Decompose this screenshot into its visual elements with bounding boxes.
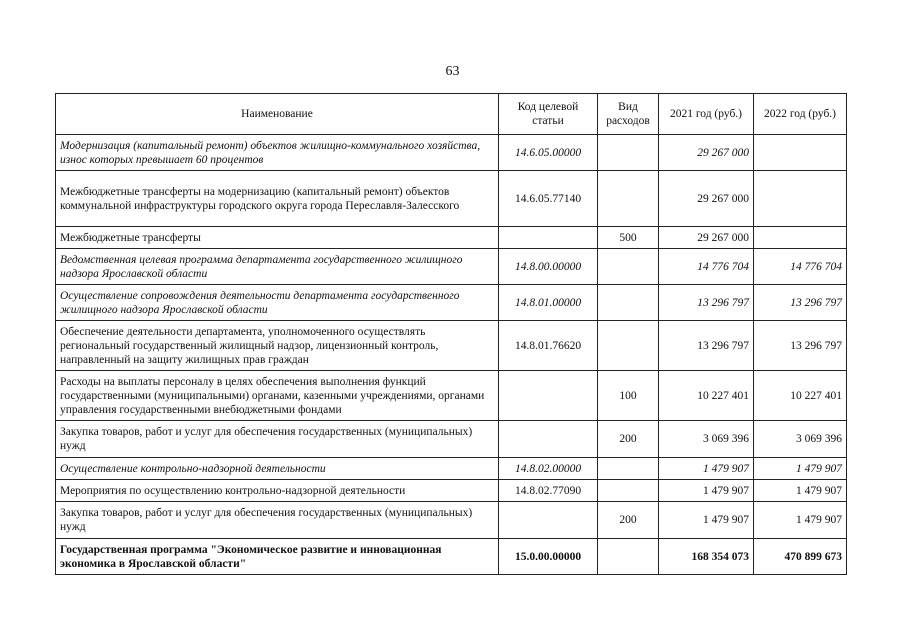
- row-code-cell: [499, 421, 598, 458]
- row-year-2022-cell: 10 227 401: [754, 371, 847, 421]
- row-name-cell: Закупка товаров, работ и услуг для обеспечения государственных (муниципальных) нужд: [56, 502, 499, 539]
- header-year-2022: 2022 год (руб.): [754, 94, 847, 135]
- row-year-2021-cell: 1 479 907: [659, 502, 754, 539]
- row-expense-type-cell: 200: [598, 502, 659, 539]
- row-expense-type-cell: [598, 539, 659, 575]
- row-year-2022-cell: 470 899 673: [754, 539, 847, 575]
- table-row: [56, 227, 847, 249]
- table-row: [56, 249, 847, 285]
- row-expense-type-cell: 500: [598, 227, 659, 249]
- row-code-cell: 15.0.00.00000: [499, 539, 598, 575]
- row-code-cell: [499, 502, 598, 539]
- row-year-2021-cell: 29 267 000: [659, 171, 754, 227]
- row-year-2021-cell: 29 267 000: [659, 227, 754, 249]
- row-name-cell: Закупка товаров, работ и услуг для обеспечения государственных (муниципальных) нужд: [56, 421, 499, 458]
- row-year-2021-cell: 1 479 907: [659, 458, 754, 480]
- row-year-2021-cell: 13 296 797: [659, 321, 754, 371]
- row-code-cell: 14.8.00.00000: [499, 249, 598, 285]
- row-expense-type-cell: 100: [598, 371, 659, 421]
- row-year-2021-cell: 168 354 073: [659, 539, 754, 575]
- row-year-2021-cell: 14 776 704: [659, 249, 754, 285]
- table-row: [56, 171, 847, 227]
- row-year-2022-cell: [754, 171, 847, 227]
- table-row: [56, 458, 847, 480]
- row-code-cell: 14.8.01.00000: [499, 285, 598, 321]
- row-code-cell: 14.6.05.77140: [499, 171, 598, 227]
- row-name-cell: Государственная программа "Экономическое развитие и инновационная экономика в Ярославской области": [56, 539, 499, 575]
- table-row: [56, 321, 847, 371]
- row-year-2022-cell: 1 479 907: [754, 502, 847, 539]
- row-year-2021-cell: 1 479 907: [659, 480, 754, 502]
- row-name-cell: Осуществление контрольно-надзорной деятельности: [56, 458, 499, 480]
- header-year-2021: 2021 год (руб.): [659, 94, 754, 135]
- row-year-2022-cell: 1 479 907: [754, 480, 847, 502]
- page-number: 63: [445, 64, 460, 79]
- row-name-cell: Осуществление сопровождения деятельности департамента государственного жилищного надзора Ярославской области: [56, 285, 499, 321]
- table-header-row: [56, 94, 847, 135]
- row-year-2021-cell: 13 296 797: [659, 285, 754, 321]
- table-row: [56, 371, 847, 421]
- row-name-cell: Межбюджетные трансферты на модернизацию (капитальный ремонт) объектов коммунальной инфраструктуры городского округа города Переславля-Залесского: [56, 171, 499, 227]
- header-code: Код целевой статьи: [499, 94, 598, 135]
- row-name-cell: Межбюджетные трансферты: [56, 227, 499, 249]
- budget-table: [55, 93, 847, 575]
- row-expense-type-cell: [598, 171, 659, 227]
- row-expense-type-cell: [598, 285, 659, 321]
- row-year-2022-cell: [754, 135, 847, 171]
- row-name-cell: Модернизация (капитальный ремонт) объектов жилищно-коммунального хозяйства, износ которых превышает 60 процентов: [56, 135, 499, 171]
- table-row: [56, 539, 847, 575]
- row-expense-type-cell: [598, 458, 659, 480]
- header-expense-type: Вид расходов: [598, 94, 659, 135]
- row-year-2021-cell: 3 069 396: [659, 421, 754, 458]
- table-row: [56, 421, 847, 458]
- row-year-2022-cell: 14 776 704: [754, 249, 847, 285]
- row-year-2022-cell: 13 296 797: [754, 285, 847, 321]
- table-row: [56, 502, 847, 539]
- table-row: [56, 480, 847, 502]
- row-code-cell: [499, 371, 598, 421]
- row-code-cell: 14.6.05.00000: [499, 135, 598, 171]
- row-year-2022-cell: 13 296 797: [754, 321, 847, 371]
- row-name-cell: Ведомственная целевая программа департамента государственного жилищного надзора Ярославской области: [56, 249, 499, 285]
- row-code-cell: 14.8.02.00000: [499, 458, 598, 480]
- row-code-cell: 14.8.02.77090: [499, 480, 598, 502]
- row-year-2022-cell: [754, 227, 847, 249]
- table-row: [56, 285, 847, 321]
- table-body: [56, 135, 847, 575]
- row-expense-type-cell: [598, 249, 659, 285]
- row-expense-type-cell: [598, 480, 659, 502]
- header-name: Наименование: [56, 94, 499, 135]
- row-code-cell: 14.8.01.76620: [499, 321, 598, 371]
- row-year-2021-cell: 29 267 000: [659, 135, 754, 171]
- row-code-cell: [499, 227, 598, 249]
- row-expense-type-cell: 200: [598, 421, 659, 458]
- row-expense-type-cell: [598, 135, 659, 171]
- row-year-2022-cell: 1 479 907: [754, 458, 847, 480]
- table-row: [56, 135, 847, 171]
- row-name-cell: Мероприятия по осуществлению контрольно-надзорной деятельности: [56, 480, 499, 502]
- row-name-cell: Расходы на выплаты персоналу в целях обеспечения выполнения функций государственными (муниципальными) органами, казенными учреждениями, органами управления государственными внебюджетными фондами: [56, 371, 499, 421]
- row-year-2022-cell: 3 069 396: [754, 421, 847, 458]
- row-year-2021-cell: 10 227 401: [659, 371, 754, 421]
- row-expense-type-cell: [598, 321, 659, 371]
- row-name-cell: Обеспечение деятельности департамента, уполномоченного осуществлять региональный государственный жилищный надзор, лицензионный контроль, направленный на защиту жилищных прав граждан: [56, 321, 499, 371]
